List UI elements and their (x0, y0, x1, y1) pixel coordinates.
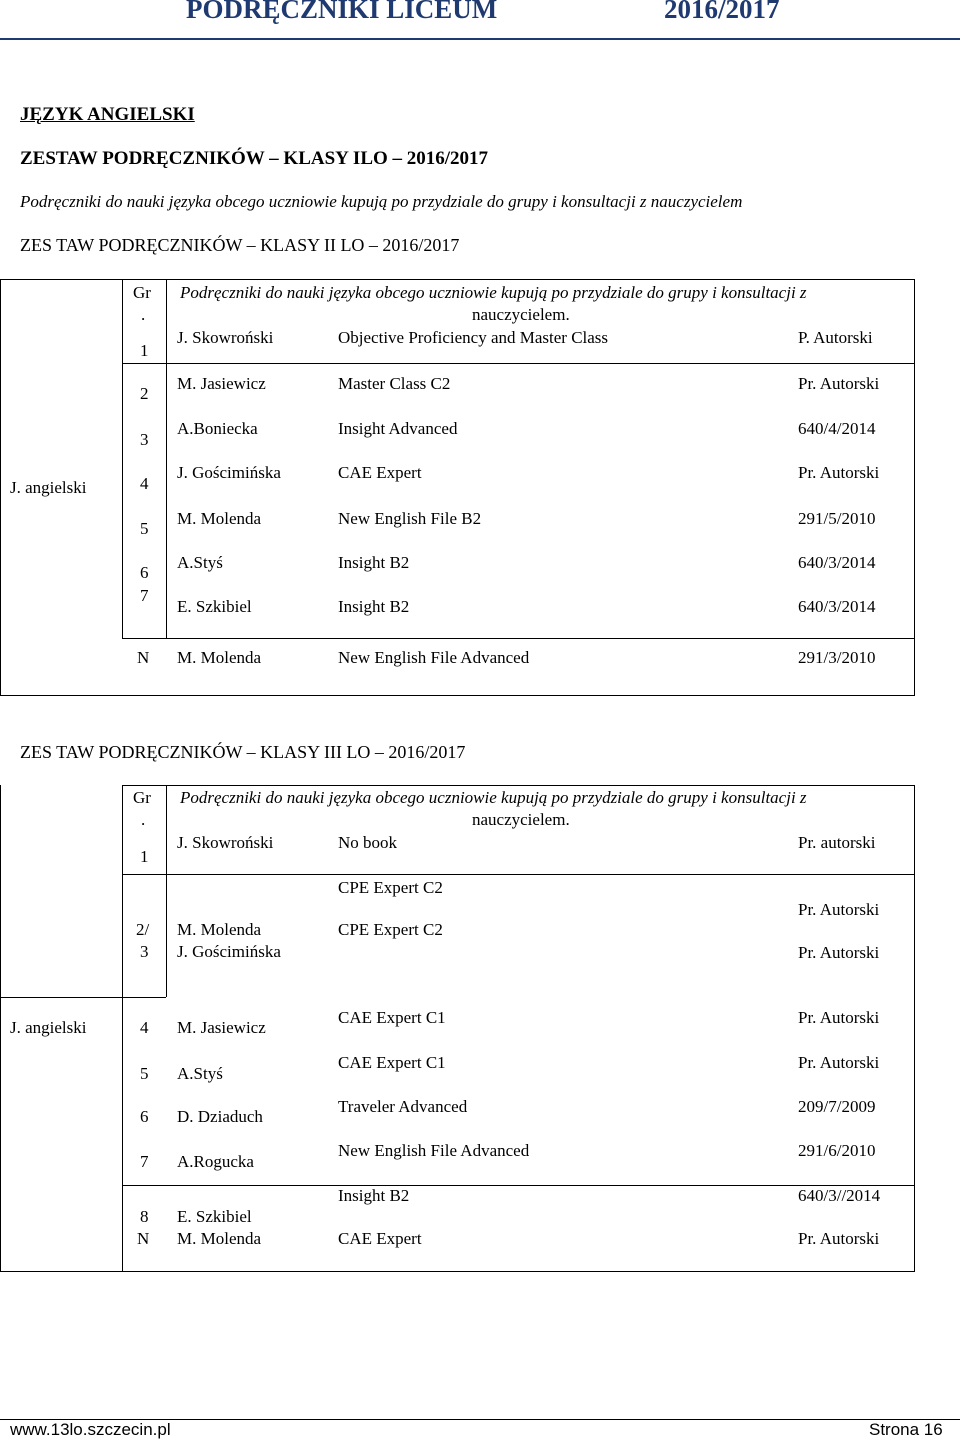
book-title: Insight B2 (338, 553, 410, 572)
table-note-cont: nauczycielem. (472, 305, 570, 324)
book-title: Insight Advanced (338, 419, 458, 438)
table-border (0, 279, 915, 280)
book-title: CPE Expert C2 (338, 878, 443, 897)
group-label-dot: . (141, 810, 146, 829)
teacher-name: M. Jasiewicz (177, 1018, 266, 1037)
teacher-name: M. Molenda (177, 509, 262, 528)
purchase-note: Podręczniki do nauki języka obcego uczniowie kupują po przydziale do grupy i konsultacji z nauczycielem (20, 192, 743, 211)
table-border (0, 1271, 915, 1272)
book-title: New English File B2 (338, 509, 482, 528)
table-border (122, 363, 915, 364)
teacher-name: A.Boniecka (177, 419, 258, 438)
table-border (166, 279, 167, 638)
table-border (914, 785, 915, 1272)
teacher-name: A.Styś (177, 553, 223, 572)
book-title: CPE Expert C2 (338, 920, 443, 939)
table-border (0, 695, 915, 696)
table-note: Podręczniki do nauki języka obcego uczniowie kupują po przydziale do grupy i konsultacji z (180, 283, 807, 302)
page-header-title: PODRĘCZNIKI LICEUM (186, 0, 498, 24)
teacher-name: J. Gościmińska (177, 463, 281, 482)
subject-heading: JĘZYK ANGIELSKI (20, 104, 195, 125)
book-title: New English File Advanced (338, 648, 530, 667)
teacher-name: E. Szkibiel (177, 597, 252, 616)
teacher-name: D. Dziaduch (177, 1107, 263, 1126)
group-number: 3 (140, 430, 149, 449)
table-border (122, 638, 915, 639)
group-number: 5 (140, 519, 149, 538)
approval-code: 291/5/2010 (798, 509, 876, 528)
table-border (122, 874, 915, 875)
book-title: Master Class C2 (338, 374, 451, 393)
approval-code: 640/4/2014 (798, 419, 876, 438)
table-note-cont: nauczycielem. (472, 810, 570, 829)
approval-code: Pr. Autorski (798, 1008, 880, 1027)
table-border (0, 279, 1, 696)
subject-cell: J. angielski (10, 478, 87, 497)
group-number: 1 (140, 847, 149, 866)
approval-code: 291/3/2010 (798, 648, 876, 667)
teacher-name: M. Jasiewicz (177, 374, 266, 393)
footer-url[interactable]: www.13lo.szczecin.pl (10, 1420, 171, 1439)
group-label-dot: . (141, 305, 146, 324)
group-number: 6 (140, 563, 149, 582)
approval-code: Pr. Autorski (798, 900, 880, 919)
set-title-class1: ZESTAW PODRĘCZNIKÓW – KLASY ILO – 2016/2017 (20, 148, 489, 169)
group-label: Gr (133, 788, 151, 807)
set-title-class2: ZES TAW PODRĘCZNIKÓW – KLASY II LO – 2016/2017 (20, 235, 460, 255)
header-rule (0, 38, 960, 40)
table-border (122, 1185, 915, 1186)
group-label: Gr (133, 283, 151, 302)
approval-code: Pr. Autorski (798, 463, 880, 482)
group-number: 1 (140, 341, 149, 360)
teacher-name: A.Styś (177, 1064, 223, 1083)
approval-code: 209/7/2009 (798, 1097, 876, 1116)
book-title: CAE Expert C1 (338, 1008, 446, 1027)
teacher-name: M. Molenda (177, 1229, 262, 1248)
approval-code: Pr. Autorski (798, 943, 880, 962)
table-border (914, 279, 915, 696)
book-title: CAE Expert C1 (338, 1053, 446, 1072)
group-number: 2 (140, 384, 149, 403)
group-number: 4 (140, 1018, 149, 1037)
book-title: Traveler Advanced (338, 1097, 468, 1116)
set-title-class3: ZES TAW PODRĘCZNIKÓW – KLASY III LO – 2016/2017 (20, 742, 466, 762)
teacher-name: M. Molenda (177, 648, 262, 667)
teacher-name: A.Rogucka (177, 1152, 254, 1171)
approval-code: 640/3//2014 (798, 1186, 881, 1205)
subject-cell: J. angielski (10, 1018, 87, 1037)
book-title: Insight B2 (338, 1186, 410, 1205)
book-title: New English File Advanced (338, 1141, 530, 1160)
group-number: 6 (140, 1107, 149, 1126)
group-number: 2/ (136, 920, 150, 939)
group-number: N (137, 1229, 150, 1248)
group-number: 7 (140, 586, 149, 605)
approval-code: 291/6/2010 (798, 1141, 876, 1160)
book-title: Objective Proficiency and Master Class (338, 328, 609, 347)
approval-code: 640/3/2014 (798, 553, 876, 572)
page-header-year: 2016/2017 (664, 0, 780, 24)
table-border (0, 997, 166, 998)
approval-code: 640/3/2014 (798, 597, 876, 616)
table-border (122, 785, 123, 1272)
approval-code: Pr. Autorski (798, 374, 880, 393)
teacher-name: J. Gościmińska (177, 942, 281, 961)
teacher-name: J. Skowroński (177, 328, 274, 347)
footer-page-number: Strona 16 (869, 1420, 943, 1439)
teacher-name: E. Szkibiel (177, 1207, 252, 1226)
book-title: CAE Expert (338, 463, 422, 482)
teacher-name: M. Molenda (177, 920, 262, 939)
group-number: 4 (140, 474, 149, 493)
group-number: 7 (140, 1152, 149, 1171)
book-title: No book (338, 833, 398, 852)
group-number: 3 (140, 942, 149, 961)
table-border (122, 279, 123, 638)
table-border (0, 785, 1, 1272)
approval-code: Pr. autorski (798, 833, 876, 852)
approval-code: Pr. Autorski (798, 1053, 880, 1072)
book-title: Insight B2 (338, 597, 410, 616)
book-title: CAE Expert (338, 1229, 422, 1248)
group-number: N (137, 648, 150, 667)
approval-code: P. Autorski (798, 328, 873, 347)
group-number: 5 (140, 1064, 149, 1083)
teacher-name: J. Skowroński (177, 833, 274, 852)
approval-code: Pr. Autorski (798, 1229, 880, 1248)
table-border (122, 785, 915, 786)
group-number: 8 (140, 1207, 149, 1226)
table-border (166, 785, 167, 997)
table-note: Podręczniki do nauki języka obcego uczniowie kupują po przydziale do grupy i konsultacji z (180, 788, 807, 807)
